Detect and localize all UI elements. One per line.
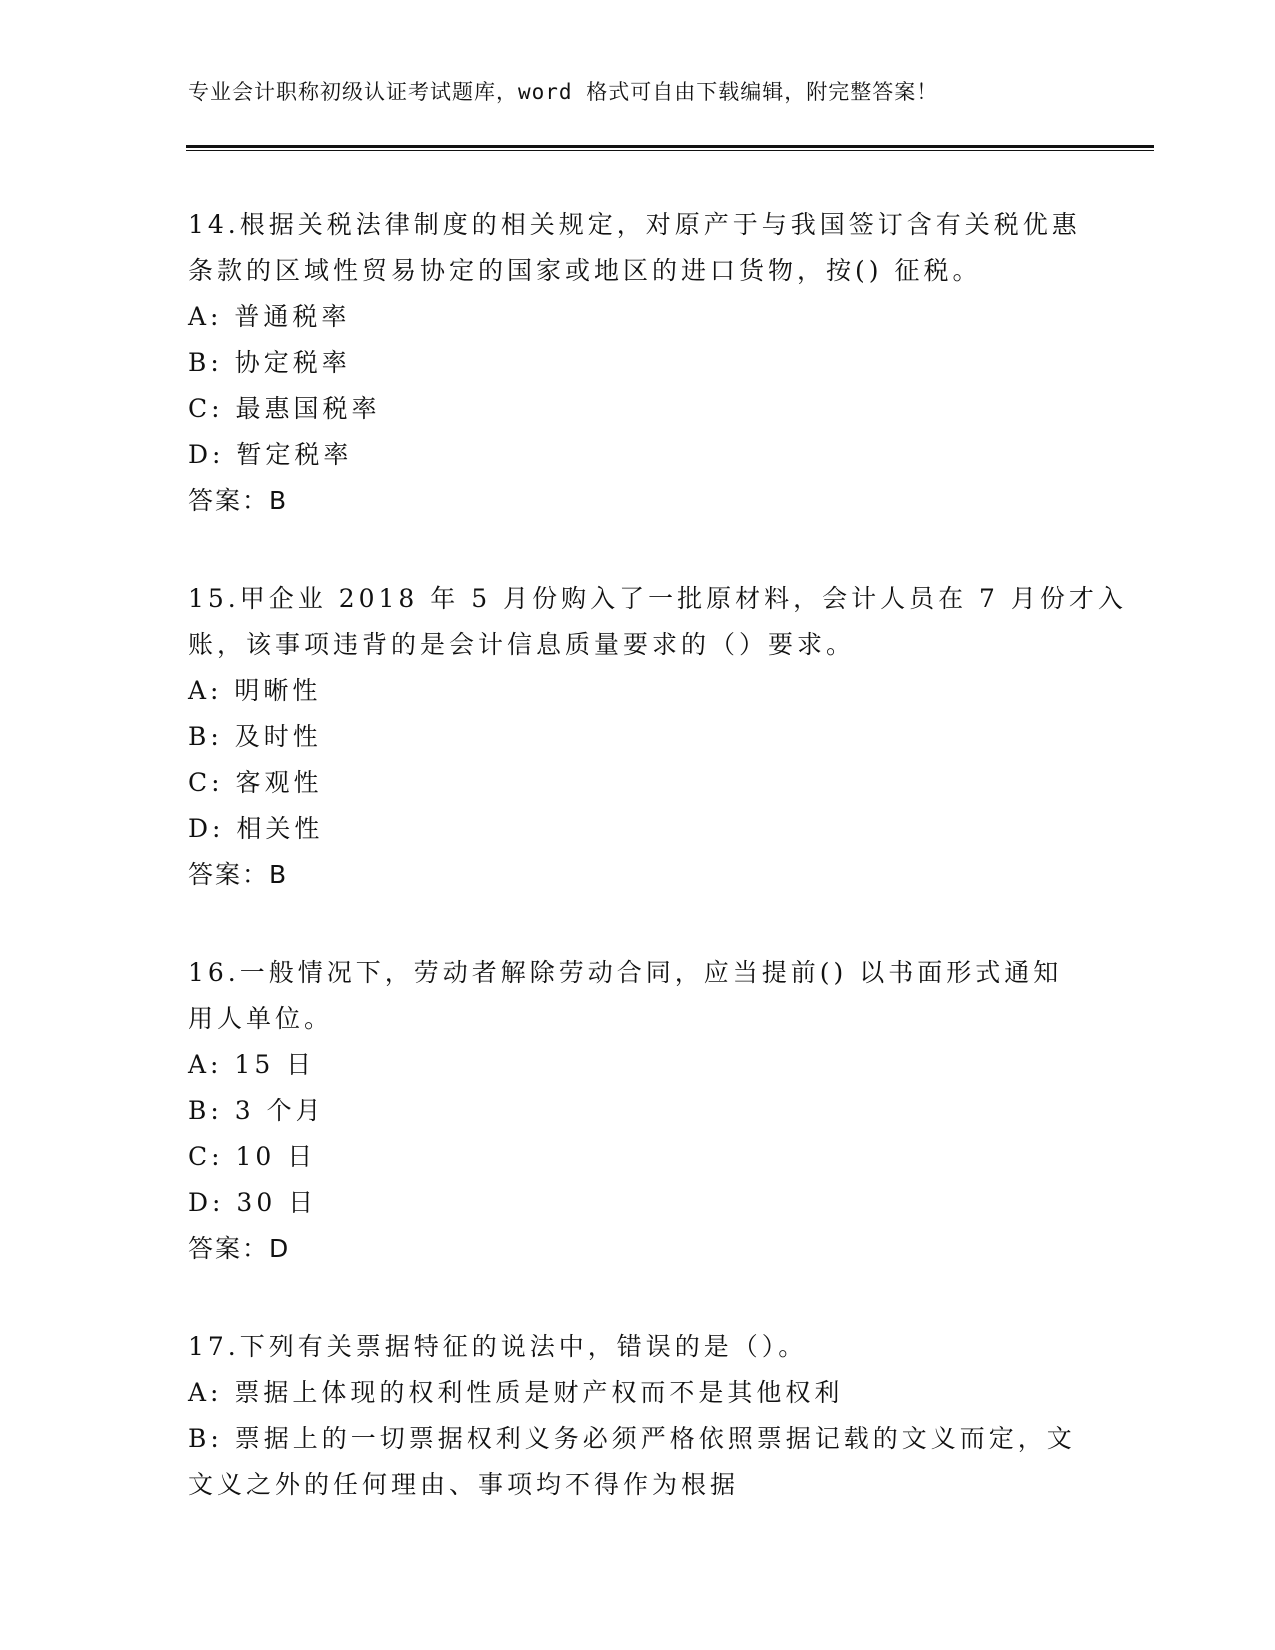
question-14 <box>188 202 1088 524</box>
option-a: A: 普通税率 <box>188 302 351 331</box>
option-c: C: 最惠国税率 <box>188 394 381 423</box>
question-17 <box>188 1324 1088 1508</box>
header-divider <box>186 145 1154 148</box>
header-divider-thin <box>186 150 1154 151</box>
option-b: B: 3 个月 <box>188 1096 325 1125</box>
option-d: D: 相关性 <box>188 814 324 843</box>
option-d: D: 暂定税率 <box>188 440 353 469</box>
question-stem-line: 17.下列有关票据特征的说法中，错误的是（）。 <box>188 1332 808 1361</box>
option-b: B: 票据上的一切票据权利义务必须严格依照票据记载的文义而定，文 <box>188 1424 1076 1453</box>
answer-label: 答案：B <box>188 860 289 889</box>
question-list <box>188 202 1127 1560</box>
option-a: A: 明晰性 <box>188 676 322 705</box>
option-c: C: 10 日 <box>188 1142 317 1171</box>
answer-label: 答案：B <box>188 486 289 515</box>
option-d: D: 30 日 <box>188 1188 318 1217</box>
question-stem-line: 账，该事项违背的是会计信息质量要求的（）要求。 <box>188 630 856 659</box>
option-b: B: 协定税率 <box>188 348 351 377</box>
option-a: A: 票据上体现的权利性质是财产权而不是其他权利 <box>188 1378 844 1407</box>
question-stem-line: 条款的区域性贸易协定的国家或地区的进口货物，按() 征税。 <box>188 256 982 285</box>
question-stem-line: 16.一般情况下，劳动者解除劳动合同，应当提前() 以书面形式通知 <box>188 958 1063 987</box>
question-stem-line: 14.根据关税法律制度的相关规定，对原产于与我国签订含有关税优惠 <box>188 210 1081 239</box>
answer-label: 答案：D <box>188 1234 291 1263</box>
question-16 <box>188 950 1088 1272</box>
question-stem-line: 15.甲企业 2018 年 5 月份购入了一批原材料，会计人员在 7 月份才入 <box>188 584 1127 613</box>
option-b: B: 及时性 <box>188 722 322 751</box>
option-a: A: 15 日 <box>188 1050 316 1079</box>
question-15 <box>188 576 1127 898</box>
question-stem-line: 用人单位。 <box>188 1004 334 1033</box>
option-b-continued: 文义之外的任何理由、事项均不得作为根据 <box>188 1470 740 1499</box>
option-c: C: 客观性 <box>188 768 323 797</box>
page-header: 专业会计职称初级认证考试题库，word 格式可自由下载编辑，附完整答案！ <box>188 80 939 104</box>
